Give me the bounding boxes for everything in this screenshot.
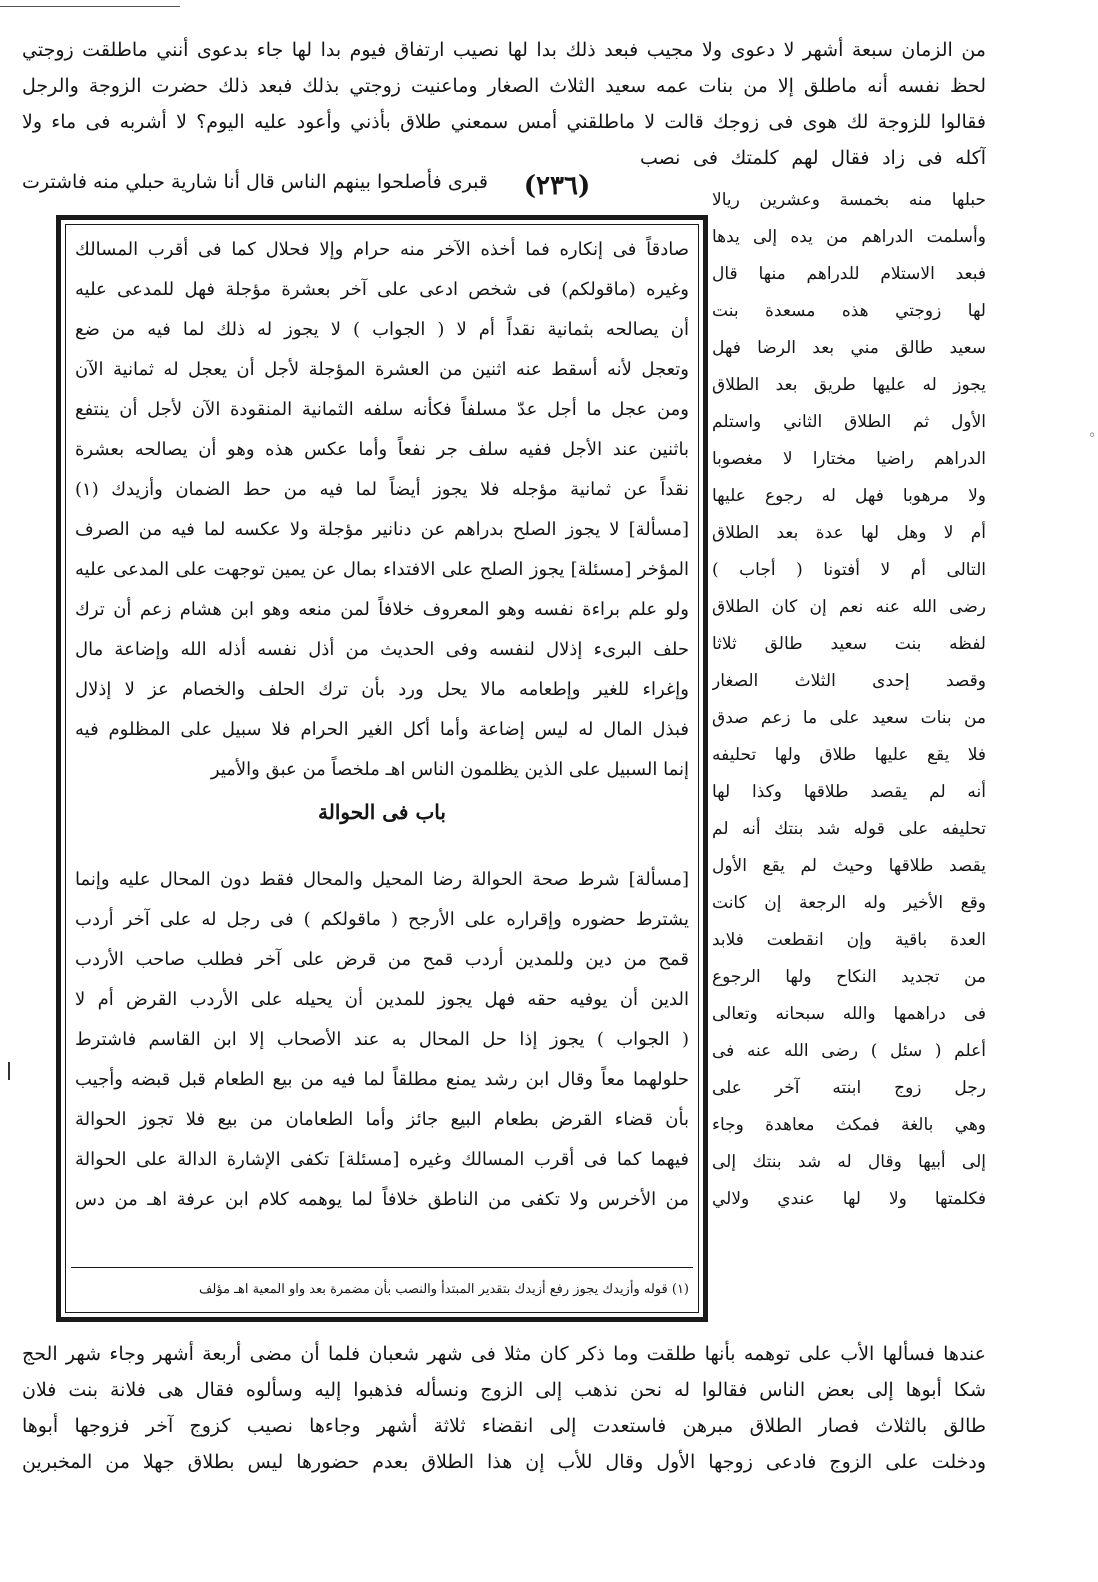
box-line: صادقاً فى إنكاره فما أخذه الآخر منه حرام وإلا فحلال كما فى أقرب المسالك xyxy=(75,239,689,260)
box-line: فبذل المال له ليس إضاعة وأما أكل الغير الحرام فلا سبيل على المظلوم فيه xyxy=(75,719,689,740)
box-line: بأن قضاء القرض بطعام البيع جائز وأما الطعامان من بيع فلا تجوز الحوالة xyxy=(75,1109,689,1130)
side-line: الأول ثم الطلاق الثاني واستلم xyxy=(712,412,986,432)
bottom-line-1: عندها فسألها الأب على توهمه بأنها طلقت وما ذكر كان مثلا فى شهر شعبان فلما أن مضى أربعة أشهر وجاء شهر الحج xyxy=(22,1343,986,1365)
box-line: باثنين عند الأجل ففيه سلف جر نفعاً وأما عكس هذه وهو أن يصالحه بعشرة xyxy=(75,439,689,460)
box-line: حلولهما معاً وقال ابن رشد يمنع مطلقاً لما فيه من بيع الطعام قبل قبضه وأجيب xyxy=(75,1069,689,1090)
side-line: لها زوجتي هذه مسعدة بنت xyxy=(712,301,986,321)
top-line-4-end: قبرى فأصلحوا بينهم الناس قال أنا شارية حبلي منه فاشترت xyxy=(22,171,488,193)
side-line: يقصد طلاقها وحيث لم يقع الأول xyxy=(712,856,986,876)
side-line: إلى أبيها وقال له شد بنتك إلى xyxy=(712,1152,986,1172)
bottom-line-3: طالق بالثلاث فصار الطلاق مبرهن فاستعدت إلى انقضاء ثلاثة أشهر وجاءها نصيب كزوج آخر فزوجها أبوها xyxy=(22,1415,986,1437)
side-line: من بنات سعيد على ما زعم صدق xyxy=(712,708,986,728)
box-line: حلف البرىء إذلال لنفسه وفى الحديث من أذل نفسه أذله الله وإضاعة مال xyxy=(75,639,689,660)
side-line: وأسلمت الدراهم من يده إلى يدها xyxy=(712,227,986,247)
marginal-commentary-box xyxy=(56,215,708,1322)
side-line: من تجديد النكاح ولها الرجوع xyxy=(712,967,986,987)
box-line: قمح من دين وللمدين أردب قمح من قرض على آخر فطلب صاحب الأردب xyxy=(75,949,689,970)
side-line: فى دراهمها والله سبحانه وتعالى xyxy=(712,1004,986,1024)
box-line: [مسألة] لا يجوز الصلح بدراهم عن دنانير مؤجلة ولا عكسه لما فيه من الصرف xyxy=(75,519,689,540)
box-line: ( الجواب ) يجوز إذا حل المحال به عند الأصحاب إلا ابن القاسم فاشترط xyxy=(75,1029,689,1050)
box-line: من الأخرس ولا تكفى من الناطق خلافاً لما يوهمه كلام ابن عرفة اهـ من دس xyxy=(75,1189,689,1210)
top-line-1: من الزمان سبعة أشهر لا دعوى ولا مجيب فبعد ذلك بدا لها نصيب ارتفاق فيوم بدا لها جاء بدعوى أنني ماطلقت زوجتي xyxy=(22,39,986,61)
top-line-3: فقالوا للزوجة لك هوى فى زوجك قالت لا ماطلقني أمس سمعني طلاق بأذني وأعود عليه اليوم؟ لا أشربه فى ماء ولا xyxy=(22,111,986,133)
box-line: يشترط حضوره وإقراره على الأرجح ( ماقولكم ) فى رجل له على آخر أردب xyxy=(75,909,689,930)
box-line: المؤخر [مسئلة] يجوز الصلح على الافتداء بمال عن يمين توجهت على المدعى عليه xyxy=(75,559,689,580)
box-line: فيهما كما فى أقرب المسالك وغيره [مسئلة] تكفى الإشارة الدالة على الحوالة xyxy=(75,1149,689,1170)
side-line: وقصد إحدى الثلاث الصغار xyxy=(712,671,986,691)
side-line: وقع الأخير وله الرجعة إن كانت xyxy=(712,893,986,913)
side-line: أعلم ( سئل ) رضى الله عنه فى xyxy=(712,1041,986,1061)
box-line: وغيره (ماقولكم) فى شخص ادعى على آخر بعشرة مؤجلة فهل للمدعى عليه xyxy=(75,279,689,300)
box-line: وتعجل لأنه أسقط عنه اثنين من العشرة المؤجلة لأجل أن يعجل له ثمانية الآن xyxy=(75,359,689,380)
page-number: (٢٣٦) xyxy=(523,171,591,201)
side-line: الدراهم راضيا مختارا لا مغصوبا xyxy=(712,449,986,469)
box-line: [مسألة] شرط صحة الحوالة رضا المحيل والمحال فقط دون المحال عليه وإنما xyxy=(75,869,689,890)
side-line: أم لا وهل لها عدة بعد الطلاق xyxy=(712,523,986,543)
side-line: التالى أم لا أفتونا ( أجاب ) xyxy=(712,560,986,580)
box-line: ولو علم براءة نفسه وهو المعروف خلافاً لمن منعه وهو ابن هشام زعم أن ترك xyxy=(75,599,689,620)
margin-tick xyxy=(8,1062,10,1080)
side-line: رجل زوج ابنته آخر على xyxy=(712,1078,986,1098)
box-line: نقداً عن ثمانية مؤجله فلا يجوز أيضاً لما فيه من حط الضمان وأزيدك (١) xyxy=(75,479,689,500)
side-line: فكلمتها ولا لها عندي ولالي xyxy=(712,1189,986,1209)
box-line: إنما السبيل على الذين يظلمون الناس اهـ ملخصاً من عبق والأمير xyxy=(210,759,689,780)
side-line: ولا مرهوبا فهل له رجوع عليها xyxy=(712,486,986,506)
box-line: أن يصالحه بثمانية نقداً أم لا ( الجواب ) لا يجوز له ذلك لما فيه من ضع xyxy=(75,319,689,340)
box-line: وإغراء للغير وإطعامه مالا يحل ورد بأن ترك الحلف والخصام عز لا إذلال xyxy=(75,679,689,700)
side-line: العدة باقية وإن انقطعت فلابد xyxy=(712,930,986,950)
top-line-2: لحظ نفسه أنه ماطلق إلا من بنات عمه سعيد الثلاث الصغار وماعنيت زوجتي بذلك فبعد ذلك حضرت الزوجة والرجل xyxy=(22,75,986,97)
side-line: تحليفه على قوله شد بنتك أنه لم xyxy=(712,819,986,839)
box-line: ومن عجل ما أجل عدّ مسلفاً فكأنه سلفه الثمانية المنقودة الآن لأجل أن ينتفع xyxy=(75,399,689,420)
corner-rule xyxy=(0,6,180,7)
side-line: رضى الله عنه نعم إن كان الطلاق xyxy=(712,597,986,617)
footnote-divider xyxy=(71,1267,693,1268)
side-line: أنه لم يقصد طلاقها وكذا لها xyxy=(712,782,986,802)
margin-mark: ◦ xyxy=(1088,428,1097,444)
footnote: (١) قوله وأزيدك يجوز رفع أزيدك بتقدير المبتدأ والنصب بأن مضمرة بعد واو المعية اهـ مؤلف xyxy=(198,1282,689,1297)
side-line: وهي بالغة فمكث معاهدة وجاء xyxy=(712,1115,986,1135)
side-line: فلا يقع عليها طلاق ولها تحليفه xyxy=(712,745,986,765)
side-line: يجوز له عليها طريق بعد الطلاق xyxy=(712,375,986,395)
side-line: حبلها منه بخمسة وعشرين ريالا xyxy=(712,190,986,210)
box-line: الدين أن يوفيه حقه فهل يجوز للمدين أن يحيله على الأردب القرض أم لا xyxy=(75,989,689,1010)
side-line: لفظه بنت سعيد طالق ثلاثا xyxy=(712,634,986,654)
bottom-line-4: ودخلت على الزوج فادعى زوجها الأول وقال للأب إن هذا الطلاق بعدم حضورها ليس بطلاق جهلا من المخبرين xyxy=(22,1451,986,1473)
top-line-4-start: آكله فى زاد فقال لهم كلمتك فى نصب xyxy=(640,147,986,169)
side-line: فبعد الاستلام للدراهم منها قال xyxy=(712,264,986,284)
section-heading: باب فى الحوالة xyxy=(318,800,446,824)
side-line: سعيد طالق مني بعد الرضا فهل xyxy=(712,338,986,358)
bottom-line-2: شكا أبوها إلى بعض الناس فقالوا له نحن نذهب إلى الزوج ونسأله فذهبوا إليه وسألوه فقال هى فلانة بنت فلان xyxy=(22,1379,986,1401)
